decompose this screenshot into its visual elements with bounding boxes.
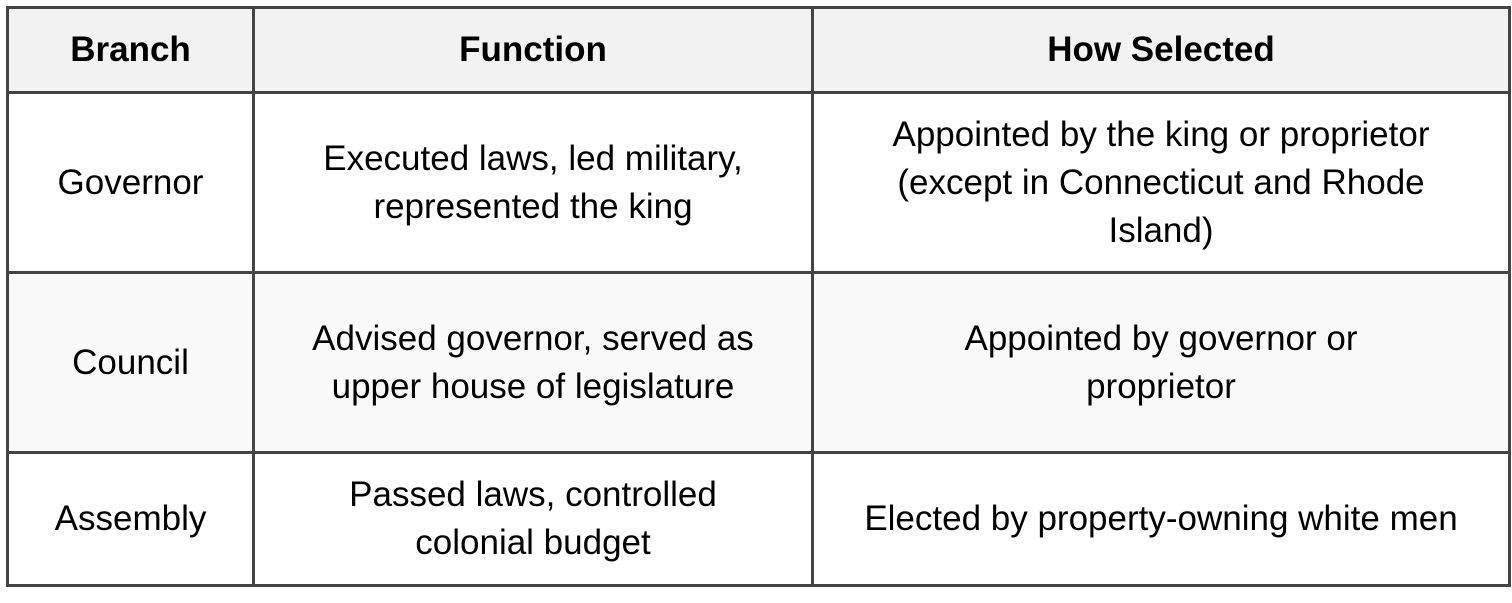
branch-cell: Council	[8, 273, 254, 453]
table-row	[8, 453, 1510, 586]
colonial-government-table	[6, 6, 1511, 587]
header-how-selected: How Selected	[813, 8, 1510, 93]
function-cell: Passed laws, controlled colonial budget	[254, 453, 813, 586]
function-cell: Advised governor, served as upper house of legislature	[254, 273, 813, 453]
header-function: Function	[254, 8, 813, 93]
branch-cell: Assembly	[8, 453, 254, 586]
header-branch: Branch	[8, 8, 254, 93]
selected-cell: Elected by property-owning white men	[813, 453, 1510, 586]
selected-cell: Appointed by governor or proprietor	[813, 273, 1510, 453]
function-cell: Executed laws, led military, represented the king	[254, 93, 813, 273]
header-row	[8, 8, 1510, 93]
table-row	[8, 273, 1510, 453]
selected-cell: Appointed by the king or proprietor (except in Connecticut and Rhode Island)	[813, 93, 1510, 273]
table-row	[8, 93, 1510, 273]
branch-cell: Governor	[8, 93, 254, 273]
